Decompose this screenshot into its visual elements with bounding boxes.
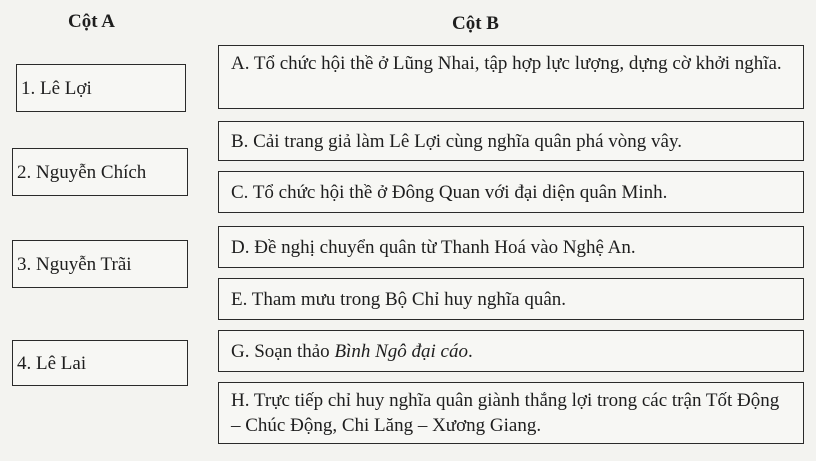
- column-a-item-3: [12, 240, 188, 288]
- column-b-heading: Cột B: [452, 13, 499, 34]
- column-b-item-text: D. Đề nghị chuyển quân từ Thanh Hoá vào Nghệ An.: [231, 236, 636, 258]
- column-b-item-e: [218, 278, 804, 320]
- column-a-item-label: 1. Lê Lợi: [21, 77, 92, 99]
- column-b-item-h: [218, 382, 804, 444]
- column-a-heading: Cột A: [68, 11, 115, 32]
- column-a-item-label: 4. Lê Lai: [17, 352, 87, 374]
- column-a-item-2: [12, 148, 188, 196]
- column-b-item-text: A. Tổ chức hội thề ở Lũng Nhai, tập hợp lực lượng, dựng cờ khởi nghĩa.: [231, 53, 782, 74]
- column-b-item-text: H. Trực tiếp chỉ huy nghĩa quân giành thắng lợi trong các trận Tốt Động – Chúc Động, Chi Lăng – Xương Giang.: [231, 390, 780, 436]
- column-b-item-b: [218, 121, 804, 161]
- column-b-item-text: E. Tham mưu trong Bộ Chỉ huy nghĩa quân.: [231, 288, 567, 310]
- column-b-item-g: [218, 330, 804, 372]
- column-a-item-label: 3. Nguyễn Trãi: [17, 253, 132, 275]
- column-a-item-1: [16, 64, 186, 112]
- column-b-item-text: G. Soạn thảo Bình Ngô đại cáo.: [231, 340, 473, 362]
- column-a-item-4: [12, 340, 188, 386]
- column-b-item-text: C. Tổ chức hội thề ở Đông Quan với đại diện quân Minh.: [231, 181, 668, 203]
- column-b-item-c: [218, 171, 804, 213]
- column-b-item-text: B. Cải trang giả làm Lê Lợi cùng nghĩa quân phá vòng vây.: [231, 130, 682, 152]
- column-b-item-d: [218, 226, 804, 268]
- column-b-item-a: [218, 45, 804, 109]
- column-a-item-label: 2. Nguyễn Chích: [17, 161, 147, 183]
